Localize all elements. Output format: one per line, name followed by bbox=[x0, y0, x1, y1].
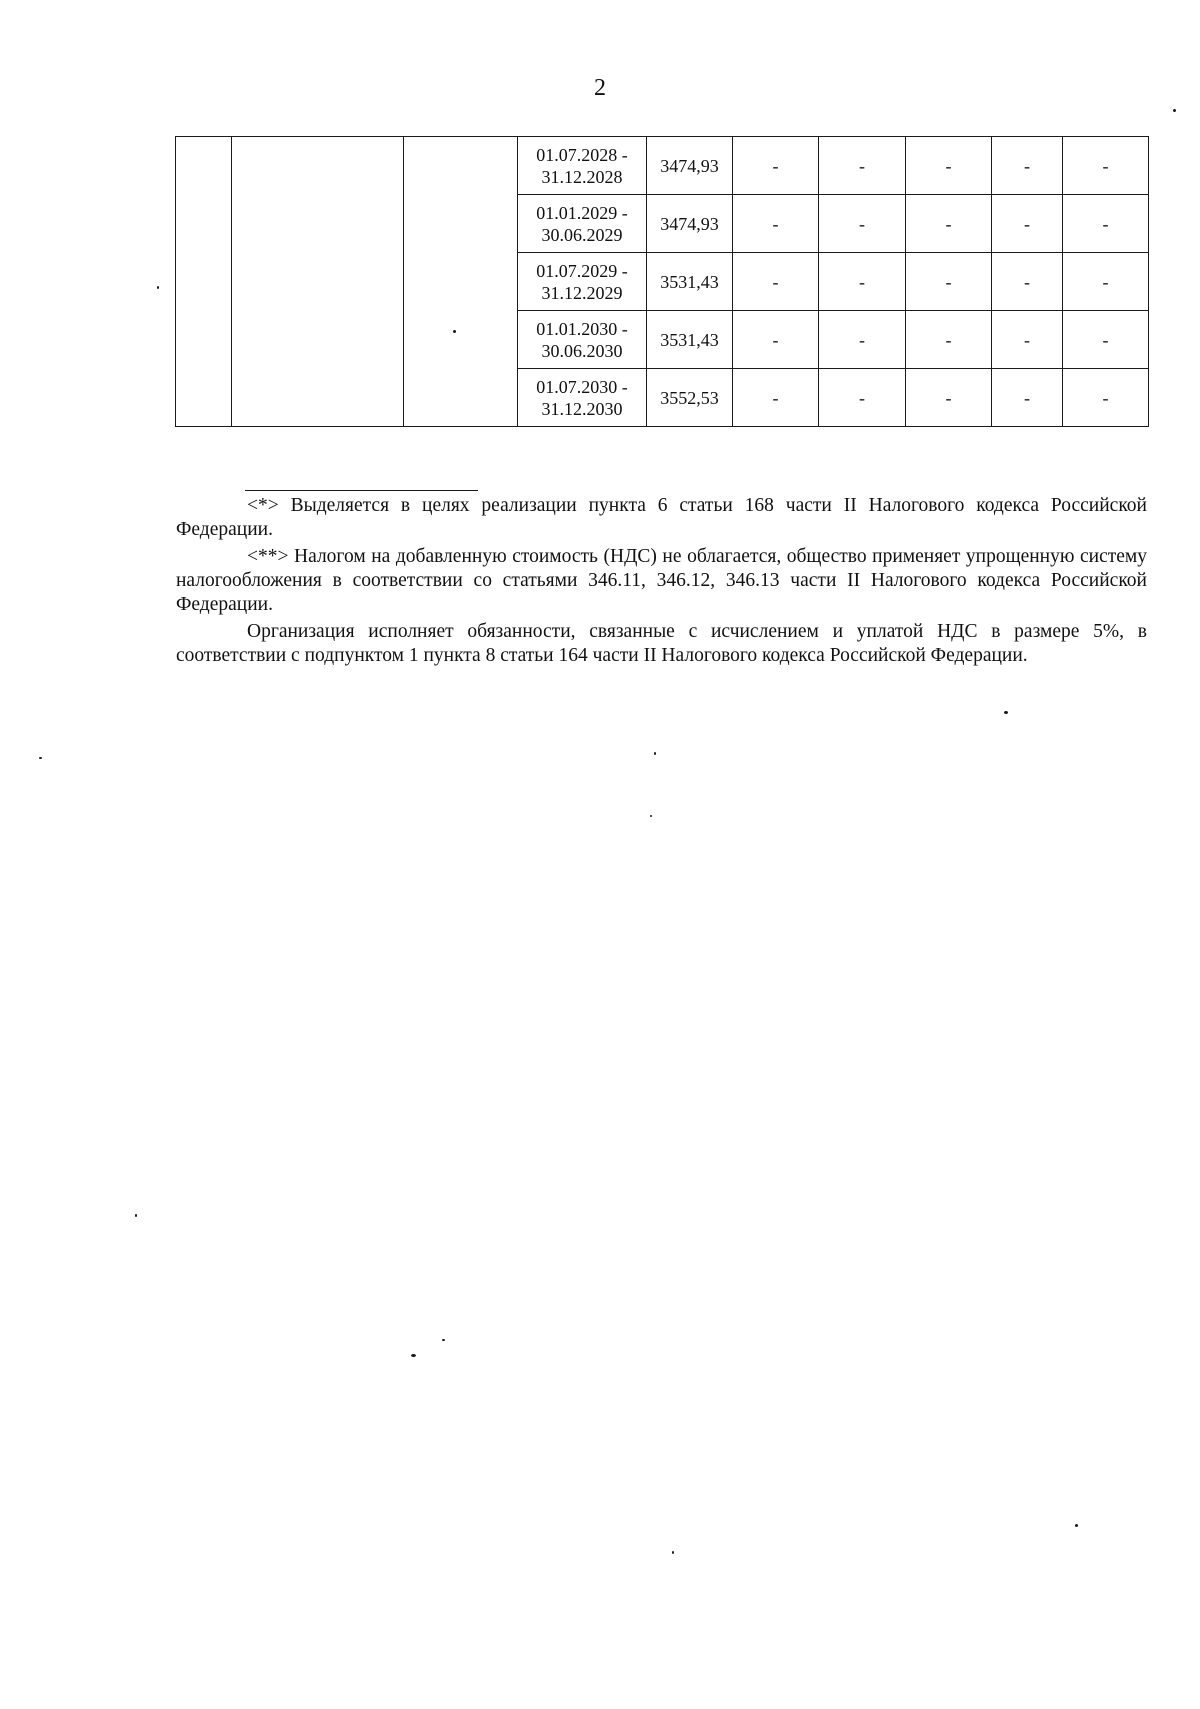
footnote-divider bbox=[245, 490, 478, 491]
period-start: 01.01.2029 - bbox=[536, 202, 628, 223]
scan-speck bbox=[654, 752, 656, 755]
dash-cell: - bbox=[906, 369, 992, 427]
tariff-value-cell: 3474,93 bbox=[647, 137, 733, 195]
footnote-vat-exemption: <**> Налогом на добавленную стоимость (НДС) не облагается, общество применяет упрощенную систему налогообложения в соответствии со статьями 346.11, 346.12, 346.13 части II Налогового кодекса Российской Федерации. bbox=[176, 546, 1147, 615]
dash-cell: - bbox=[1063, 253, 1149, 311]
dash-cell: - bbox=[819, 137, 906, 195]
dash-cell: - bbox=[819, 253, 906, 311]
footnote-vat-obligation: Организация исполняет обязанности, связанные с исчислением и уплатой НДС в размере 5%, в соответствии с подпунктом 1 пункта 8 статьи 164 части II Налогового кодекса Российской Федерации. bbox=[176, 621, 1147, 666]
dash-cell: - bbox=[819, 311, 906, 369]
scan-speck bbox=[650, 815, 652, 817]
dash-cell: - bbox=[906, 137, 992, 195]
dash-cell: - bbox=[819, 369, 906, 427]
dash-cell: - bbox=[733, 137, 819, 195]
period-cell bbox=[518, 195, 647, 253]
period-start: 01.07.2030 - bbox=[536, 376, 628, 397]
scan-speck bbox=[1173, 109, 1176, 112]
scan-speck bbox=[1075, 1524, 1078, 1527]
scan-speck bbox=[411, 1354, 416, 1357]
tariff-value-cell: 3474,93 bbox=[647, 195, 733, 253]
dash-cell: - bbox=[906, 311, 992, 369]
tariff-value-cell: 3531,43 bbox=[647, 311, 733, 369]
dash-cell: - bbox=[733, 253, 819, 311]
footnotes bbox=[176, 494, 1147, 671]
dash-cell: - bbox=[819, 195, 906, 253]
dash-cell: - bbox=[906, 195, 992, 253]
period-end: 31.12.2028 bbox=[541, 166, 623, 187]
period-start: 01.01.2030 - bbox=[536, 318, 628, 339]
dash-cell: - bbox=[906, 253, 992, 311]
dash-cell: - bbox=[733, 311, 819, 369]
period-cell bbox=[518, 137, 647, 195]
period-end: 31.12.2029 bbox=[541, 282, 623, 303]
dash-cell: - bbox=[1063, 369, 1149, 427]
empty-cell-group bbox=[404, 137, 518, 427]
scan-speck bbox=[39, 757, 42, 759]
scan-speck bbox=[672, 1551, 674, 1554]
period-start: 01.07.2028 - bbox=[536, 144, 628, 165]
period-cell bbox=[518, 311, 647, 369]
dash-cell: - bbox=[992, 253, 1063, 311]
dash-cell: - bbox=[992, 137, 1063, 195]
dash-cell: - bbox=[733, 369, 819, 427]
scan-speck bbox=[1004, 711, 1008, 714]
dash-cell: - bbox=[1063, 311, 1149, 369]
dash-cell: - bbox=[992, 195, 1063, 253]
empty-cell-organization bbox=[232, 137, 404, 427]
dash-cell: - bbox=[1063, 195, 1149, 253]
scan-speck bbox=[157, 286, 159, 289]
period-end: 31.12.2030 bbox=[541, 398, 623, 419]
period-end: 30.06.2030 bbox=[541, 340, 623, 361]
scan-speck bbox=[135, 1214, 137, 1217]
empty-cell-number bbox=[176, 137, 232, 427]
period-start: 01.07.2029 - bbox=[536, 260, 628, 281]
dash-cell: - bbox=[733, 195, 819, 253]
scan-speck bbox=[442, 1339, 445, 1341]
scan-speck bbox=[453, 330, 456, 333]
page-number: 2 bbox=[594, 75, 606, 101]
dash-cell: - bbox=[992, 311, 1063, 369]
period-cell bbox=[518, 253, 647, 311]
period-cell bbox=[518, 369, 647, 427]
footnote-vat-allocation: <*> Выделяется в целях реализации пункта 6 статьи 168 части II Налогового кодекса Российской Федерации. bbox=[176, 495, 1147, 540]
tariff-table bbox=[175, 136, 1149, 427]
table-row bbox=[176, 137, 1149, 195]
tariff-value-cell: 3552,53 bbox=[647, 369, 733, 427]
dash-cell: - bbox=[1063, 137, 1149, 195]
period-end: 30.06.2029 bbox=[541, 224, 623, 245]
tariff-value-cell: 3531,43 bbox=[647, 253, 733, 311]
dash-cell: - bbox=[992, 369, 1063, 427]
